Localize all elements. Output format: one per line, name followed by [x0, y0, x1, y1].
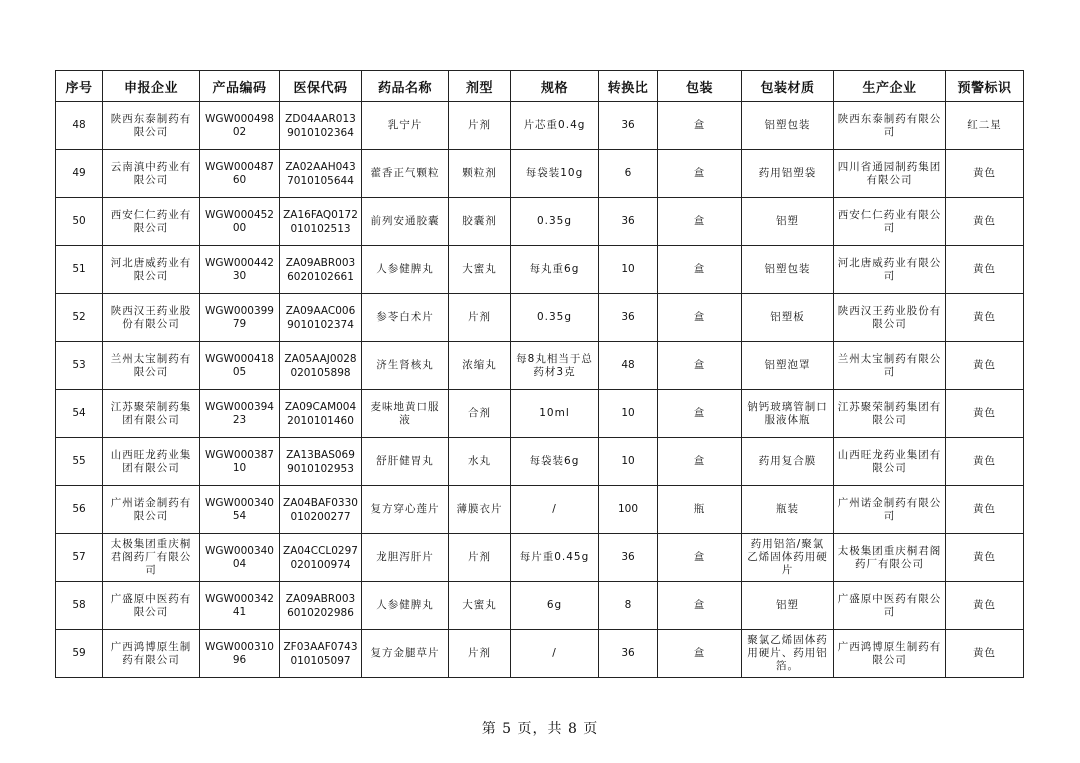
cell-package: 盒	[658, 150, 742, 198]
header-row	[56, 71, 1024, 102]
cell-manufacturer: 四川省通园制药集团有限公司	[834, 150, 946, 198]
cell-manufacturer: 西安仁仁药业有限公司	[834, 198, 946, 246]
cell-insurance-code: ZF03AAF0743010105097	[280, 630, 362, 678]
cell-package: 盒	[658, 534, 742, 582]
cell-drug-name: 龙胆泻肝片	[362, 534, 449, 582]
cell-drug-name: 人参健脾丸	[362, 246, 449, 294]
cell-index: 49	[56, 150, 103, 198]
cell-index: 56	[56, 486, 103, 534]
cell-specification: /	[511, 486, 599, 534]
cell-specification: 6g	[511, 582, 599, 630]
cell-index: 52	[56, 294, 103, 342]
cell-applicant: 江苏聚荣制药集团有限公司	[103, 390, 200, 438]
cell-drug-name: 复方穿心莲片	[362, 486, 449, 534]
table-row	[56, 438, 1024, 486]
cell-applicant: 陕西东泰制药有限公司	[103, 102, 200, 150]
cell-manufacturer: 兰州太宝制药有限公司	[834, 342, 946, 390]
cell-package: 盒	[658, 198, 742, 246]
cell-index: 48	[56, 102, 103, 150]
cell-product-code: WGW00039979	[200, 294, 280, 342]
cell-applicant: 太极集团重庆桐君阁药厂有限公司	[103, 534, 200, 582]
header-applicant: 申报企业	[103, 71, 200, 102]
table-body	[56, 102, 1024, 678]
cell-index: 58	[56, 582, 103, 630]
cell-product-code: WGW00034241	[200, 582, 280, 630]
cell-product-code: WGW00031096	[200, 630, 280, 678]
cell-insurance-code: ZA05AAJ0028020105898	[280, 342, 362, 390]
header-index: 序号	[56, 71, 103, 102]
cell-package: 盒	[658, 438, 742, 486]
cell-conversion-ratio: 10	[599, 390, 658, 438]
cell-manufacturer: 广西鸿博原生制药有限公司	[834, 630, 946, 678]
cell-index: 57	[56, 534, 103, 582]
cell-package-material: 药用铝箔/聚氯乙烯固体药用硬片	[742, 534, 834, 582]
cell-package-material: 药用铝塑袋	[742, 150, 834, 198]
cell-conversion-ratio: 36	[599, 294, 658, 342]
table-row	[56, 294, 1024, 342]
table-row	[56, 102, 1024, 150]
table-row	[56, 486, 1024, 534]
cell-package-material: 铝塑板	[742, 294, 834, 342]
cell-package-material: 铝塑包装	[742, 102, 834, 150]
cell-index: 51	[56, 246, 103, 294]
cell-package-material: 聚氯乙烯固体药用硬片、药用铝箔。	[742, 630, 834, 678]
page-number: 第 5 页，共 8 页	[481, 721, 599, 737]
cell-manufacturer: 河北唐威药业有限公司	[834, 246, 946, 294]
cell-specification: 每丸重6g	[511, 246, 599, 294]
header-package: 包装	[658, 71, 742, 102]
table-row	[56, 534, 1024, 582]
cell-product-code: WGW00049802	[200, 102, 280, 150]
cell-warning-level: 黄色	[946, 630, 1024, 678]
cell-conversion-ratio: 6	[599, 150, 658, 198]
cell-specification: 10ml	[511, 390, 599, 438]
cell-conversion-ratio: 36	[599, 630, 658, 678]
cell-conversion-ratio: 48	[599, 342, 658, 390]
cell-manufacturer: 广州诺金制药有限公司	[834, 486, 946, 534]
cell-insurance-code: ZA09AAC0069010102374	[280, 294, 362, 342]
table-row	[56, 246, 1024, 294]
cell-insurance-code: ZA13BAS0699010102953	[280, 438, 362, 486]
cell-package-material: 药用复合膜	[742, 438, 834, 486]
cell-dosage-form: 合剂	[449, 390, 511, 438]
cell-conversion-ratio: 36	[599, 102, 658, 150]
cell-dosage-form: 胶囊剂	[449, 198, 511, 246]
table-row	[56, 630, 1024, 678]
cell-dosage-form: 片剂	[449, 534, 511, 582]
cell-dosage-form: 大蜜丸	[449, 246, 511, 294]
cell-insurance-code: ZA04BAF0330010200277	[280, 486, 362, 534]
cell-dosage-form: 片剂	[449, 630, 511, 678]
cell-specification: 每片重0.45g	[511, 534, 599, 582]
cell-insurance-code: ZA04CCL0297020100974	[280, 534, 362, 582]
cell-drug-name: 藿香正气颗粒	[362, 150, 449, 198]
table-row	[56, 198, 1024, 246]
cell-product-code: WGW00048760	[200, 150, 280, 198]
table-row	[56, 390, 1024, 438]
cell-applicant: 山西旺龙药业集团有限公司	[103, 438, 200, 486]
cell-package-material: 铝塑	[742, 198, 834, 246]
cell-insurance-code: ZA09ABR0036020102661	[280, 246, 362, 294]
cell-package-material: 钠钙玻璃管制口服液体瓶	[742, 390, 834, 438]
cell-conversion-ratio: 36	[599, 534, 658, 582]
cell-warning-level: 黄色	[946, 342, 1024, 390]
cell-dosage-form: 大蜜丸	[449, 582, 511, 630]
cell-manufacturer: 广盛原中医药有限公司	[834, 582, 946, 630]
cell-index: 54	[56, 390, 103, 438]
cell-dosage-form: 片剂	[449, 102, 511, 150]
header-product-code: 产品编码	[200, 71, 280, 102]
cell-warning-level: 黄色	[946, 294, 1024, 342]
cell-package: 盒	[658, 390, 742, 438]
cell-package: 盒	[658, 630, 742, 678]
cell-applicant: 广州诺金制药有限公司	[103, 486, 200, 534]
cell-specification: 片芯重0.4g	[511, 102, 599, 150]
cell-package: 盒	[658, 342, 742, 390]
cell-package: 盒	[658, 294, 742, 342]
cell-package-material: 铝塑泡罩	[742, 342, 834, 390]
cell-specification: 0.35g	[511, 294, 599, 342]
cell-conversion-ratio: 100	[599, 486, 658, 534]
cell-applicant: 云南滇中药业有限公司	[103, 150, 200, 198]
cell-dosage-form: 浓缩丸	[449, 342, 511, 390]
table-row	[56, 342, 1024, 390]
cell-drug-name: 乳宁片	[362, 102, 449, 150]
cell-product-code: WGW00038710	[200, 438, 280, 486]
cell-package: 盒	[658, 246, 742, 294]
cell-insurance-code: ZA09CAM0042010101460	[280, 390, 362, 438]
header-warning-level: 预警标识	[946, 71, 1024, 102]
cell-warning-level: 红二星	[946, 102, 1024, 150]
cell-warning-level: 黄色	[946, 246, 1024, 294]
cell-product-code: WGW00039423	[200, 390, 280, 438]
cell-dosage-form: 水丸	[449, 438, 511, 486]
cell-applicant: 西安仁仁药业有限公司	[103, 198, 200, 246]
cell-product-code: WGW00044230	[200, 246, 280, 294]
cell-specification: 0.35g	[511, 198, 599, 246]
cell-applicant: 陕西汉王药业股份有限公司	[103, 294, 200, 342]
cell-specification: 每8丸相当于总药材3克	[511, 342, 599, 390]
cell-conversion-ratio: 8	[599, 582, 658, 630]
cell-applicant: 广盛原中医药有限公司	[103, 582, 200, 630]
header-dosage-form: 剂型	[449, 71, 511, 102]
cell-package: 盒	[658, 582, 742, 630]
cell-drug-name: 复方金腿草片	[362, 630, 449, 678]
cell-package-material: 瓶装	[742, 486, 834, 534]
drug-warning-table	[55, 70, 1024, 678]
cell-dosage-form: 片剂	[449, 294, 511, 342]
header-conversion-ratio: 转换比	[599, 71, 658, 102]
cell-manufacturer: 山西旺龙药业集团有限公司	[834, 438, 946, 486]
cell-product-code: WGW00041805	[200, 342, 280, 390]
cell-index: 59	[56, 630, 103, 678]
cell-warning-level: 黄色	[946, 486, 1024, 534]
cell-insurance-code: ZA16FAQ0172010102513	[280, 198, 362, 246]
cell-index: 53	[56, 342, 103, 390]
cell-drug-name: 人参健脾丸	[362, 582, 449, 630]
cell-specification: /	[511, 630, 599, 678]
header-package-material: 包装材质	[742, 71, 834, 102]
cell-warning-level: 黄色	[946, 390, 1024, 438]
cell-dosage-form: 颗粒剂	[449, 150, 511, 198]
cell-insurance-code: ZA09ABR0036010202986	[280, 582, 362, 630]
cell-manufacturer: 陕西东泰制药有限公司	[834, 102, 946, 150]
header-specification: 规格	[511, 71, 599, 102]
header-insurance-code: 医保代码	[280, 71, 362, 102]
cell-drug-name: 麦味地黄口服液	[362, 390, 449, 438]
cell-insurance-code: ZA02AAH0437010105644	[280, 150, 362, 198]
cell-warning-level: 黄色	[946, 582, 1024, 630]
cell-package-material: 铝塑包装	[742, 246, 834, 294]
cell-applicant: 河北唐威药业有限公司	[103, 246, 200, 294]
header-manufacturer: 生产企业	[834, 71, 946, 102]
cell-drug-name: 参苓白术片	[362, 294, 449, 342]
cell-drug-name: 济生肾核丸	[362, 342, 449, 390]
cell-index: 50	[56, 198, 103, 246]
cell-product-code: WGW00045200	[200, 198, 280, 246]
cell-package: 盒	[658, 102, 742, 150]
cell-specification: 每袋装6g	[511, 438, 599, 486]
table-row	[56, 582, 1024, 630]
cell-applicant: 兰州太宝制药有限公司	[103, 342, 200, 390]
header-drug-name: 药品名称	[362, 71, 449, 102]
cell-drug-name: 舒肝健胃丸	[362, 438, 449, 486]
table-row	[56, 150, 1024, 198]
cell-package: 瓶	[658, 486, 742, 534]
cell-manufacturer: 太极集团重庆桐君阁药厂有限公司	[834, 534, 946, 582]
cell-index: 55	[56, 438, 103, 486]
cell-dosage-form: 薄膜衣片	[449, 486, 511, 534]
cell-insurance-code: ZD04AAR0139010102364	[280, 102, 362, 150]
cell-specification: 每袋装10g	[511, 150, 599, 198]
cell-warning-level: 黄色	[946, 534, 1024, 582]
cell-package-material: 铝塑	[742, 582, 834, 630]
cell-conversion-ratio: 10	[599, 246, 658, 294]
cell-manufacturer: 陕西汉王药业股份有限公司	[834, 294, 946, 342]
cell-manufacturer: 江苏聚荣制药集团有限公司	[834, 390, 946, 438]
cell-warning-level: 黄色	[946, 438, 1024, 486]
cell-conversion-ratio: 10	[599, 438, 658, 486]
cell-drug-name: 前列安通胶囊	[362, 198, 449, 246]
cell-applicant: 广西鸿博原生制药有限公司	[103, 630, 200, 678]
cell-warning-level: 黄色	[946, 198, 1024, 246]
cell-product-code: WGW00034054	[200, 486, 280, 534]
table-header	[56, 71, 1024, 102]
cell-warning-level: 黄色	[946, 150, 1024, 198]
cell-conversion-ratio: 36	[599, 198, 658, 246]
cell-product-code: WGW00034004	[200, 534, 280, 582]
